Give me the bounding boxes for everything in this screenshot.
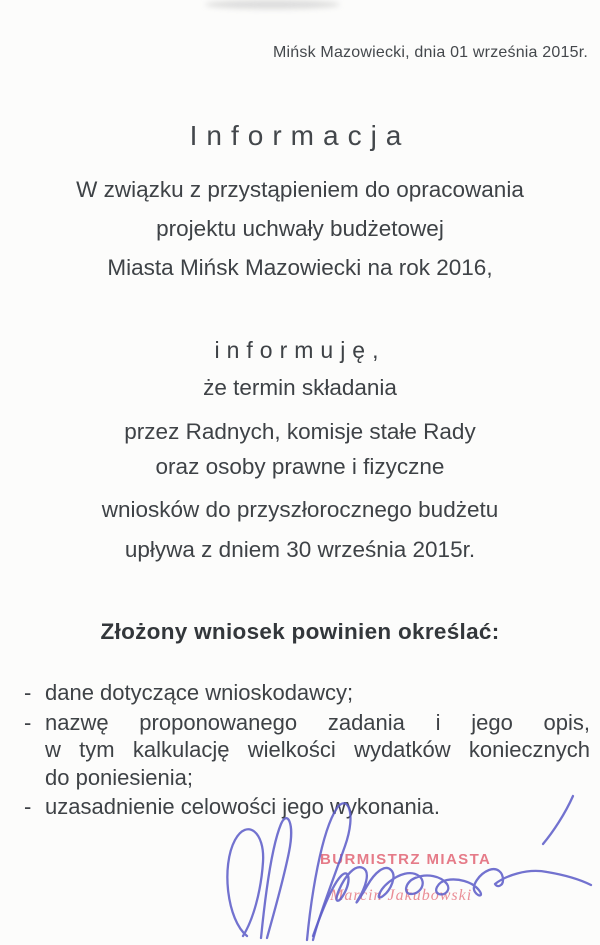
signature-stroke-tall-loop <box>307 803 350 940</box>
list-item-line: do poniesienia; <box>45 764 194 790</box>
signature-stroke-flourish <box>543 796 573 844</box>
list-item <box>24 679 590 707</box>
signature-stroke-loop <box>261 818 291 938</box>
list-item-line: nazwę proponowanego zadania i jego opis, <box>45 709 590 735</box>
list-dash: - <box>24 680 32 705</box>
list-dash: - <box>24 709 32 735</box>
mayor-stamp-title: BURMISTRZ MIASTA <box>320 851 492 868</box>
list-dash: - <box>24 794 32 819</box>
list-item-line: w tym kalkulację wielkości wydatków koniecznych <box>45 737 590 762</box>
intro-line: projektu uchwały budżetowej <box>156 216 444 241</box>
list-item-line: uzasadnienie celowości jego wykonania. <box>45 794 441 819</box>
handwritten-signature-ink <box>213 788 598 945</box>
requirements-heading: Złożony wniosek powinien określać: <box>100 619 500 644</box>
notice-line: upływa z dniem 30 września 2015r. <box>124 537 476 562</box>
emphasis-word: informuję, <box>214 337 386 363</box>
document-title: Informacja <box>189 120 411 151</box>
intro-line: W związku z przystąpieniem do opracowania <box>76 177 524 202</box>
notice-line: oraz osoby prawne i fizyczne <box>155 454 445 479</box>
list-item-line: dane dotyczące wnioskodawcy; <box>45 680 354 705</box>
mayor-stamp-name: Marcin Jakubowski <box>330 887 473 904</box>
intro-line: Miasta Mińsk Mazowiecki na rok 2016, <box>107 255 493 280</box>
list-item <box>24 709 590 792</box>
notice-line: że termin składania <box>203 375 397 400</box>
notice-line: przez Radnych, komisje stałe Rady <box>124 419 476 444</box>
intro-paragraph <box>0 170 600 287</box>
scan-artifact <box>205 0 340 9</box>
signature-block <box>213 788 598 945</box>
notice-paragraph <box>0 374 600 564</box>
date-line: Mińsk Mazowiecki, dnia 01 września 2015r. <box>272 44 588 61</box>
signature-stroke-oval <box>227 829 263 936</box>
notice-line: wniosków do przyszłorocznego budżetu <box>101 497 499 522</box>
signature-stroke-scribble <box>313 867 591 936</box>
